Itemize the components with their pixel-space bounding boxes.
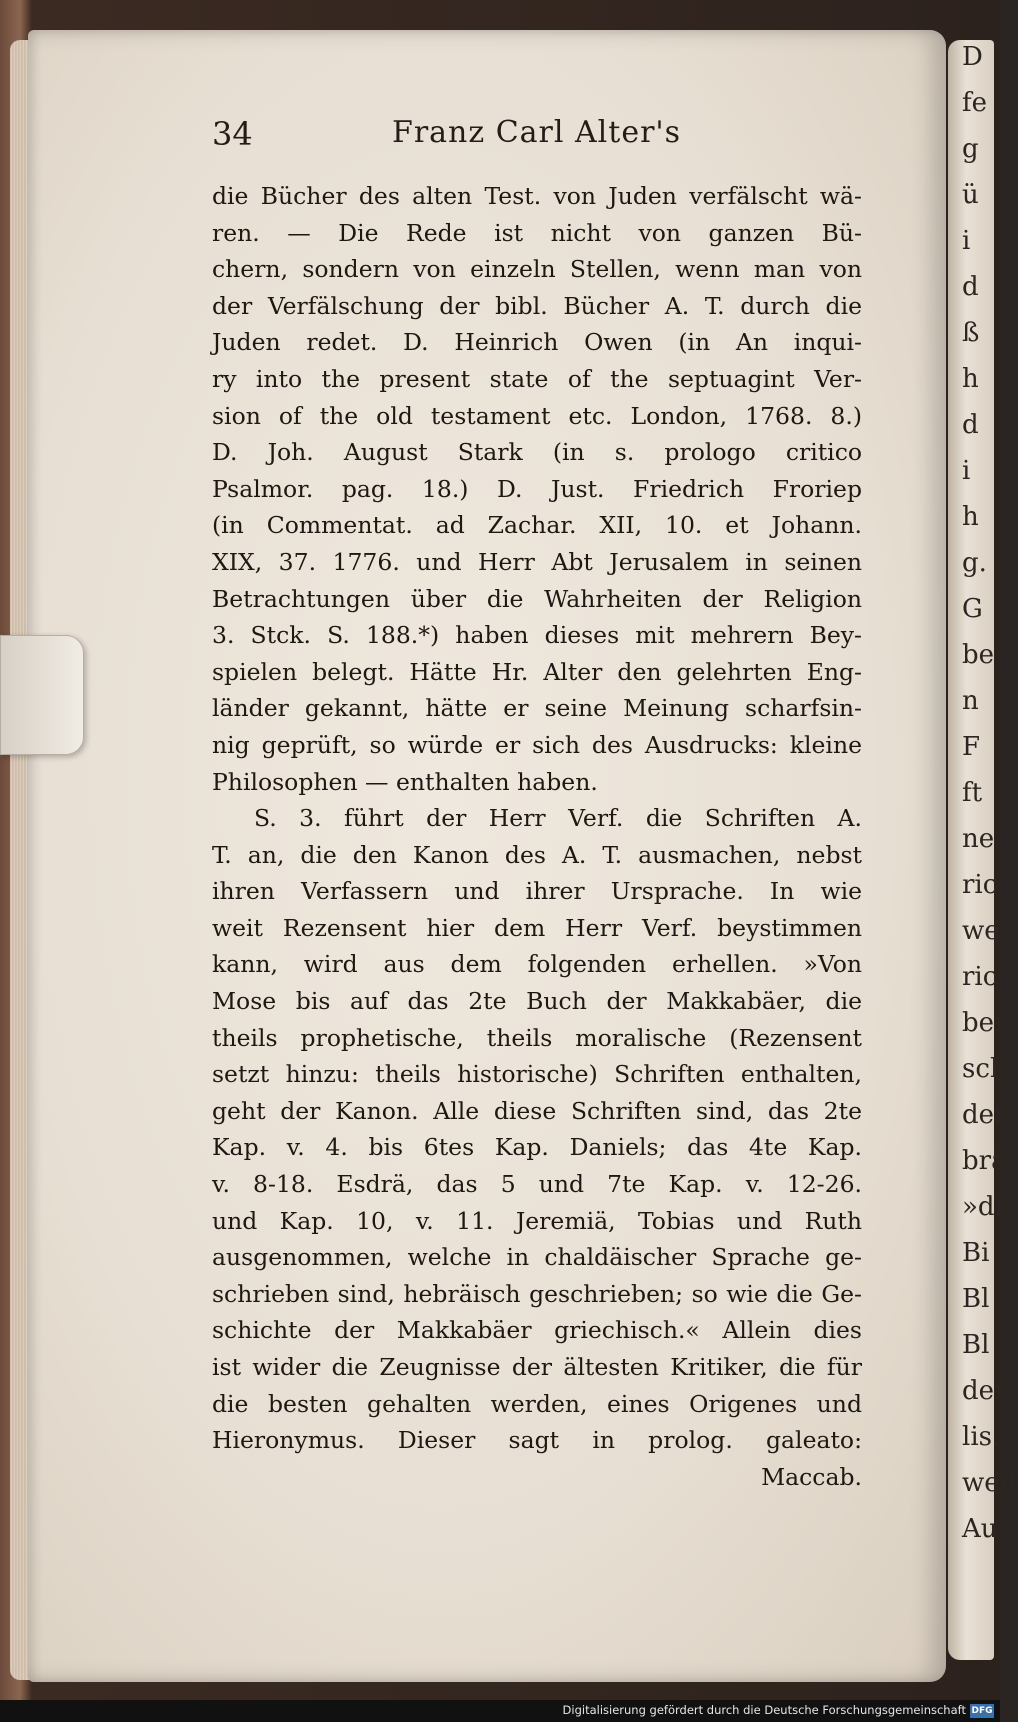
text-line: Psalmor. pag. 18.) D. Just. Friedrich Froriep (212, 474, 862, 503)
text-line: (in Commentat. ad Zachar. XII, 10. et Johann. (212, 511, 862, 540)
next-page-strip (948, 40, 1018, 1660)
next-page-fragment: n (962, 686, 979, 716)
next-page-fragment: g. (962, 548, 987, 578)
text-line: ihren Verfassern und ihrer Ursprache. In wie (212, 877, 862, 906)
next-page-fragment: »die (962, 1192, 1018, 1222)
next-page-fragment: D (962, 42, 983, 72)
text-line: Mose bis auf das 2te Buch der Makkabäer, die (212, 987, 862, 1016)
text-line: schichte der Makkabäer griechisch.« Allein dies (212, 1316, 862, 1345)
text-line: Philosophen — enthalten haben. (212, 767, 598, 796)
text-line: 3. Stck. S. 188.*) haben dieses mit mehrern Bey- (212, 621, 862, 650)
dfg-logo: DFG (971, 1706, 993, 1716)
text-line: weit Rezensent hier dem Herr Verf. beystimmen (212, 913, 862, 942)
text-line: v. 8-18. Esdrä, das 5 und 7te Kap. v. 12-26. (212, 1170, 862, 1199)
next-page-fragment: d (962, 410, 979, 440)
text-line: ausgenommen, welche in chaldäischer Sprache ge- (212, 1243, 862, 1272)
text-line: spielen belegt. Hätte Hr. Alter den gelehrten Eng- (212, 657, 862, 686)
next-page-fragment: den (962, 1100, 1011, 1130)
next-page-fragment: h (962, 502, 979, 532)
text-line: T. an, die den Kanon des A. T. ausmachen, nebst (212, 840, 862, 869)
text-line: nig geprüft, so würde er sich des Ausdrucks: kleine (212, 730, 862, 759)
text-line: der Verfälschung der bibl. Bücher A. T. durch die (212, 291, 862, 320)
footer-credit: Digitalisierung gefördert durch die Deutsche Forschungsgemeinschaft (562, 1703, 966, 1717)
next-page-fragment: i (962, 226, 971, 256)
next-page-fragment: fe (962, 88, 988, 118)
next-page-fragment: be (962, 640, 995, 670)
next-page-fragment: lis. (962, 1422, 1001, 1452)
footer-bar (0, 1700, 1000, 1722)
next-page-fragment: h (962, 364, 979, 394)
next-page-fragment: ü (962, 180, 979, 210)
text-line: ist wider die Zeugnisse der ältesten Kritiker, die für (212, 1353, 862, 1381)
next-page-fragment: brä (962, 1146, 1007, 1176)
text-line: theils prophetische, theils moralische (Rezensent (212, 1023, 862, 1052)
next-page-fragment: g (962, 134, 979, 164)
text-line: XIX, 37. 1776. und Herr Abt Jerusalem in seinen (212, 547, 862, 576)
bookmark-tab (0, 635, 84, 755)
text-line: kann, wird aus dem folgenden erhellen. »Von (212, 950, 862, 979)
text-line: S. 3. führt der Herr Verf. die Schriften A. (254, 804, 862, 833)
text-line: D. Joh. August Stark (in s. prologo critico (212, 438, 862, 467)
next-page-fragment: Au (962, 1514, 998, 1544)
next-page-fragment: G (962, 594, 983, 624)
text-line: chern, sondern von einzeln Stellen, wenn man von (212, 255, 862, 284)
text-line: sion of the old testament etc. London, 1768. 8.) (212, 401, 862, 430)
next-page-fragment: F (962, 732, 981, 762)
next-page-fragment: ß (962, 318, 980, 348)
catchword: Maccab. (761, 1462, 862, 1491)
text-line: und Kap. 10, v. 11. Jeremiä, Tobias und Ruth (212, 1206, 862, 1235)
next-page-fragment: ric (962, 962, 998, 992)
text-line: geht der Kanon. Alle diese Schriften sind, das 2te (212, 1096, 862, 1125)
next-page-fragment: Bl (962, 1284, 990, 1314)
text-line: ren. — Die Rede ist nicht von ganzen Bü- (212, 218, 862, 247)
running-head: Franz Carl Alter's (392, 115, 682, 150)
text-line: Betrachtungen über die Wahrheiten der Religion (212, 584, 862, 613)
next-page-fragment: ric (962, 870, 998, 900)
text-line: die Bücher des alten Test. von Juden verfälscht wä- (212, 182, 862, 210)
next-page-fragment: d (962, 272, 979, 302)
page-number: 34 (212, 115, 253, 153)
text-line: schrieben sind, hebräisch geschrieben; so wie die Ge- (212, 1279, 862, 1308)
text-line: setzt hinzu: theils historische) Schriften enthalten, (212, 1060, 862, 1089)
next-page-fragment: we (962, 916, 1000, 946)
next-page-fragment: weil (962, 1468, 1017, 1498)
next-page-fragment: Bl (962, 1330, 990, 1360)
text-line: Juden redet. D. Heinrich Owen (in An inqui- (212, 328, 862, 357)
next-page-fragment: der (962, 1376, 1007, 1406)
text-line: Kap. v. 4. bis 6tes Kap. Daniels; das 4te Kap. (212, 1133, 862, 1162)
page-header (212, 115, 772, 161)
next-page-fragment: sch (962, 1054, 1007, 1084)
text-line: ry into the present state of the septuagint Ver- (212, 364, 862, 393)
body-text (212, 178, 862, 1495)
next-page-fragment: ft (962, 778, 983, 808)
next-page-fragment: i (962, 456, 971, 486)
text-line: länder gekannt, hätte er seine Meinung scharfsin- (212, 694, 862, 723)
text-line: die besten gehalten werden, eines Origenes und (212, 1389, 862, 1418)
next-page-fragment: Bi (962, 1238, 990, 1268)
text-line: Hieronymus. Dieser sagt in prolog. galeato: (212, 1426, 862, 1455)
next-page-fragment: ne (962, 824, 995, 854)
next-page-fragment: ben (962, 1008, 1011, 1038)
